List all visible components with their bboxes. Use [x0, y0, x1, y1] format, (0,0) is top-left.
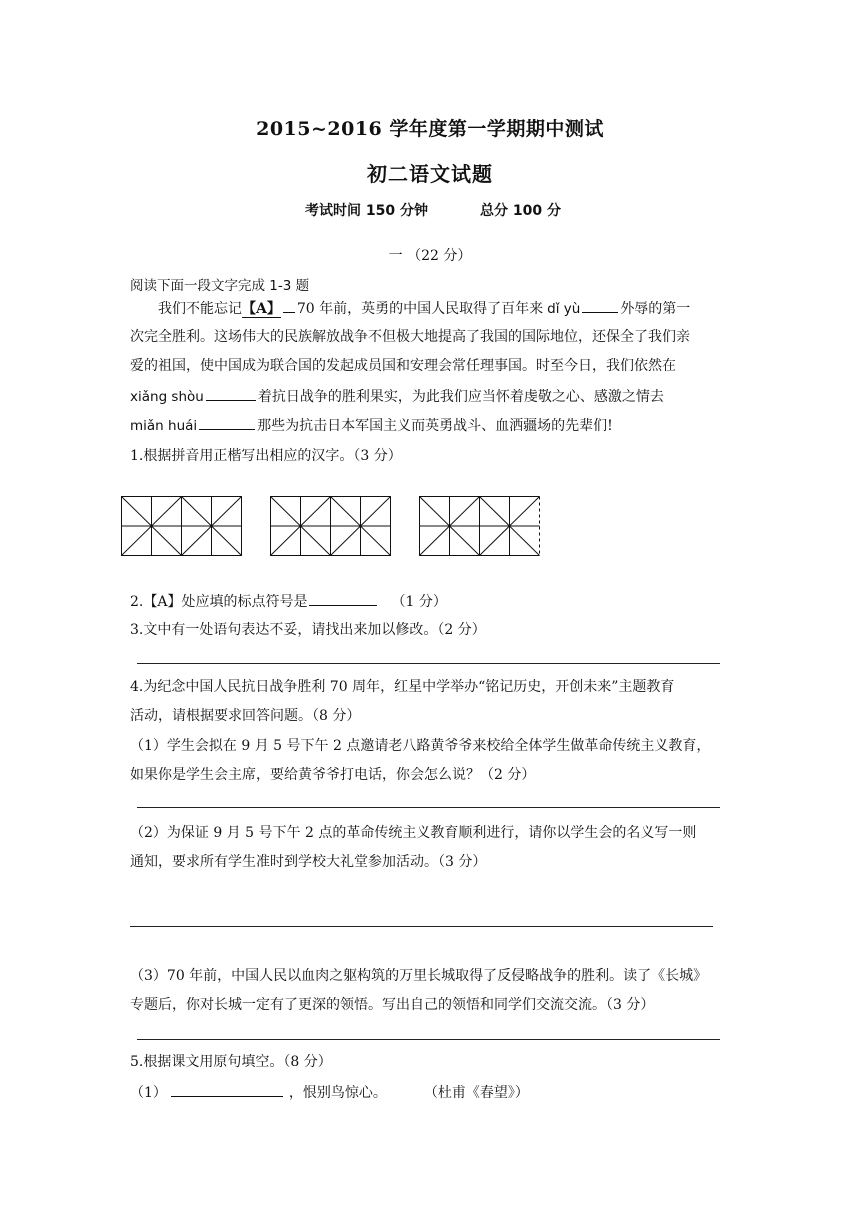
passage-line-1-end: 外辱的第一 — [620, 301, 691, 317]
passage-line-4-text: 着抗日战争的胜利果实，为此我们应当怀着虔敬之心、感激之情去 — [257, 389, 664, 405]
question-4-2-line-1: （2）为保证 9 月 5 号下午 2 点的革命传统主义教育顺利进行，请你以学生会的名义写一则 — [130, 825, 697, 841]
poem-line: ，恨别鸟惊心。 — [288, 1085, 387, 1101]
passage-line-5-text: 那些为抗击日本军国主义而英勇战斗、血洒疆场的先辈们! — [257, 418, 613, 434]
passage-line-1 — [158, 298, 690, 319]
question-4-line-1: 4.为纪念中国人民抗日战争胜利 70 周年，红星中学举办“铭记历史，开创未来”主题教育 — [130, 679, 675, 695]
blank-mianhuai[interactable] — [199, 415, 255, 430]
question-2-text: 2.【A】处应填的标点符号是 — [130, 594, 308, 610]
pinyin-mianhuai: miǎn huái — [130, 418, 198, 434]
question-4-1-line-1: （1）学生会拟在 9 月 5 号下午 2 点邀请老八路黄爷爷来校给全体学生做革命传统主义教育， — [130, 738, 711, 754]
reading-instruction: 阅读下面一段文字完成 1-3 题 — [130, 278, 310, 294]
passage-line-3: 爱的祖国，使中国成为联合国的发起成员国和安理会常任理事国。时至今日，我们依然在 — [130, 358, 676, 374]
passage-line-5 — [130, 415, 613, 436]
exam-subtitle: 初二语文试题 — [367, 162, 493, 186]
passage-line-4 — [130, 386, 664, 407]
writing-grid-1[interactable] — [121, 496, 243, 556]
question-1: 1.根据拼音用正楷写出相应的汉字。（3 分） — [130, 448, 402, 464]
passage-line-1-start: 我们不能忘记 — [158, 301, 242, 317]
total-score: 总分 100 分 — [480, 203, 561, 219]
answer-line-q4-1[interactable] — [137, 807, 720, 808]
question-4-3-line-2: 专题后，你对长城一定有了更深的领悟。写出自己的领悟和同学们交流交流。（3 分） — [130, 997, 655, 1013]
section-label: 一 （22 分） — [388, 248, 472, 264]
pinyin-diyu: dǐ yù — [547, 301, 581, 317]
marker-underline — [283, 311, 295, 313]
answer-line-q4-3[interactable] — [137, 1039, 720, 1040]
punctuation-answer-blank[interactable] — [309, 591, 377, 606]
exam-title: 2015~2016 学年度第一学期期中测试 — [256, 118, 604, 140]
question-3: 3.文中有一处语句表达不妥，请找出来加以修改。（2 分） — [130, 622, 486, 638]
question-5: 5.根据课文用原句填空。（8 分） — [130, 1054, 332, 1070]
blank-marker-a: 【A】 — [242, 301, 281, 317]
writing-grid-3[interactable] — [419, 496, 541, 556]
answer-line-q3[interactable] — [137, 663, 720, 664]
question-2 — [130, 591, 447, 612]
blank-diyu[interactable] — [582, 298, 618, 313]
writing-grid-2[interactable] — [270, 496, 392, 556]
poem-answer-blank[interactable] — [171, 1082, 283, 1097]
answer-line-q4-2[interactable] — [130, 926, 713, 927]
question-5-1 — [130, 1082, 529, 1103]
pinyin-xiangshou: xiǎng shòu — [130, 389, 204, 405]
question-4-2-line-2: 通知，要求所有学生准时到学校大礼堂参加活动。（3 分） — [130, 854, 487, 870]
question-5-1-number: （1） — [130, 1085, 167, 1101]
question-4-1-line-2: 如果你是学生会主席，要给黄爷爷打电话，你会怎么说？（2 分） — [130, 767, 536, 783]
question-4-3-line-1: （3）70 年前，中国人民以血肉之躯构筑的万里长城取得了反侵略战争的胜利。读了《长城》 — [130, 968, 708, 984]
blank-xiangshou[interactable] — [206, 386, 256, 401]
question-4-line-2: 活动，请根据要求回答问题。（8 分） — [130, 708, 361, 724]
question-2-score: （1 分） — [391, 594, 447, 610]
exam-time: 考试时间 150 分钟 — [305, 203, 428, 219]
passage-line-1-mid: 70 年前，英勇的中国人民取得了百年来 — [296, 301, 544, 317]
passage-line-2: 次完全胜利。这场伟大的民族解放战争不但极大地提高了我国的国际地位，还保全了我们亲 — [130, 329, 690, 345]
poem-source: （杜甫《春望》） — [430, 1085, 529, 1101]
